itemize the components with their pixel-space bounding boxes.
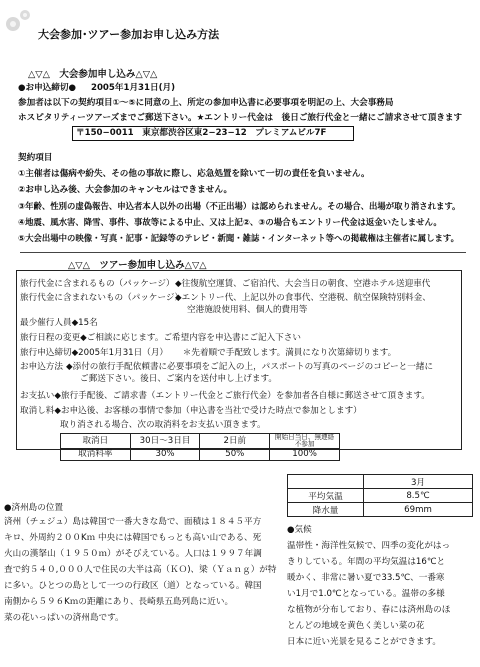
section-divider (20, 252, 466, 253)
fee-value-50: 50% (200, 449, 270, 461)
climate-temp-value: 8.5℃ (364, 489, 473, 503)
climate-rain-value: 69mm (364, 503, 473, 517)
jeju-line: 南側から５９６Kｍの距離にあり、長崎県五島列島に近い。 (4, 597, 234, 607)
header-bubbles-icon (4, 8, 34, 34)
deadline-label: ●お申込締切● (18, 83, 76, 93)
procedure-line-2: ご郵送下さい。後日、ご案内を送付申し上げます。 (80, 374, 277, 384)
tour-section-title: △▽△ ツアー参加申し込み△▽△ (68, 260, 207, 271)
fee-row-label: 取消料率 (61, 449, 131, 461)
fee-header-30-3: 30日～3日目 (130, 434, 200, 449)
climate-month: 3月 (364, 475, 473, 489)
fee-table-row (61, 449, 340, 461)
included-label: 旅行代金に含まれるもの（パッケージ） (20, 279, 175, 289)
contract-item-2: ②お申し込み後、大会参加のキャンセルはできません。 (18, 185, 233, 195)
tour-deadline-note: ＊先着順で手配致します。満員になり次第締切ります。 (182, 348, 397, 358)
climate-row (288, 503, 473, 517)
deadline-value: 2005年1月31日(月) (90, 83, 176, 93)
jeju-heading: ●済州島の位置 (4, 503, 64, 513)
climate-line: とんどの地域を黄色く美しい菜の花 (287, 621, 425, 631)
tournament-intro-2: ホスピタリティーツアーズまでご郵送下さい。★エントリー代金は 後日ご旅行代金と一緒にご請求させて頂きます (18, 113, 463, 123)
tour-deadline-date: 旅行申込締切◆2005年1月31日（月） (20, 348, 169, 358)
contract-item-5: ⑤大会出場中の映像・写真・記事・記録等のテレビ・新聞・雑誌・インターネット等への掲載権は主催者に属します。 (18, 233, 459, 243)
excluded-value-1: ◆エントリー代、上記以外の食事代、空港税、航空保険特別料金、 (175, 293, 431, 303)
fee-value-100: 100% (270, 449, 340, 461)
climate-heading: ●気候 (287, 525, 312, 535)
climate-line: きりしている。年間の平均気温は16℃と (287, 557, 446, 567)
climate-month-row (288, 475, 473, 489)
jeju-line: 査で約５４０,０００人で住民の大半は高（ＫＯ)、梁（Ｙａｎｇ）が特 (4, 565, 277, 575)
climate-line: 暖かく、非常に暑い夏で33.5℃、一番寒 (287, 573, 445, 583)
included-value: ◆往復航空運賃、ご宿泊代、大会当日の朝食、空港ホテル送迎車代 (175, 279, 431, 289)
fee-header-date: 取消日 (61, 434, 131, 449)
address-box: 〒150−0011 東京都渋谷区東2−23−12 プレミアムビル7F (72, 126, 354, 141)
contract-item-1: ①主催者は傷病や紛失、その他の事故に際し、応急処置を除いて一切の責任を負いません。 (18, 169, 370, 179)
procedure-label: お申込方法 (20, 362, 63, 372)
climate-line: い1月で1.0℃となっている。温帯の多様 (287, 589, 445, 599)
jeju-line: 済州（チェジュ）島は韓国で一番大きな島で、面積は１８４５平方 (4, 517, 262, 527)
climate-line: 温帯性・海洋性気候で、四季の変化がはっ (287, 541, 451, 551)
jeju-line: キロ、外周約２００Kｍ 中央には韓国でもっとも高い山である、死 (4, 533, 262, 543)
tournament-deadline (18, 82, 175, 94)
procedure-line-1: ◆添付の旅行手配依頼書に必要事項をご記入の上，パスポートの写真のページのコピーと一緒に (66, 362, 434, 372)
tournament-intro-1: 参加者は以下の契約項目①～⑤に同意の上、所定の参加申込書に必要事項を明記の上、大会事務局 (18, 98, 394, 108)
excluded-value-2: 空港施設使用料、個人的費用等 (187, 305, 308, 315)
fee-header-2-days: 2日前 (200, 434, 270, 449)
climate-temp-label: 平均気温 (288, 489, 364, 503)
tour-deadline (20, 347, 396, 359)
climate-row (288, 489, 473, 503)
jeju-line: に多い。ひとつの島として一つの行政区（道）となっている。韓国 (4, 581, 262, 591)
climate-line: な植物が分布しており、春には済州島のほ (287, 605, 451, 615)
climate-line: 日本に近い光景を見ることができます。 (287, 637, 442, 647)
payment-line: お支払い◆旅行手配後、ご請求書（エントリー代金とご旅行代金）を参加者各自様に郵送させて頂きます。 (20, 391, 430, 401)
tournament-section-title: △▽△ 大会参加申し込み△▽△ (28, 69, 158, 80)
itinerary-change: 旅行日程の変更◆ご相談に応じます。ご希望内容を申込書にご記入下さい (20, 333, 301, 343)
min-participants: 最少催行人員◆15名 (20, 318, 98, 328)
cancel-line: 取消し料◆お申込後、お客様の事情で参加（申込書を当社で受けた時点で参加とします） (20, 406, 362, 416)
fee-value-30: 30% (130, 449, 200, 461)
contract-item-4: ④地震、風水害、降雪、事件、事故等による中止、又は上記②、③の場合もエントリー代金は返金いたしません。 (18, 217, 442, 227)
climate-rain-label: 降水量 (288, 503, 364, 517)
contract-item-3: ③年齢、性別の虚偽報告、申込者本人以外の出場（不正出場）は認められません。その場合、出場が取り消されます。 (18, 201, 461, 211)
page-title: 大会参加･ツアー参加お申し込み方法 (38, 28, 220, 41)
jeju-line: 火山の漢拏山（１９５０ｍ）がそびえている。人口は１９９７年調 (4, 549, 262, 559)
excluded-label: 旅行代金に含まれないもの（パッケージ） (20, 293, 184, 303)
cancellation-fee-table (60, 433, 340, 461)
fee-header-sameday: 開始日当日、無連絡不参加 (270, 434, 340, 449)
jeju-line: 菜の花いっぱいの済州島です。 (4, 613, 124, 623)
fee-table-header-row (61, 434, 340, 449)
cancel-note: 取り消される場合、次の取消料をお支払い頂きます。 (60, 420, 266, 430)
climate-table (287, 474, 473, 517)
contract-heading: 契約項目 (18, 153, 53, 163)
